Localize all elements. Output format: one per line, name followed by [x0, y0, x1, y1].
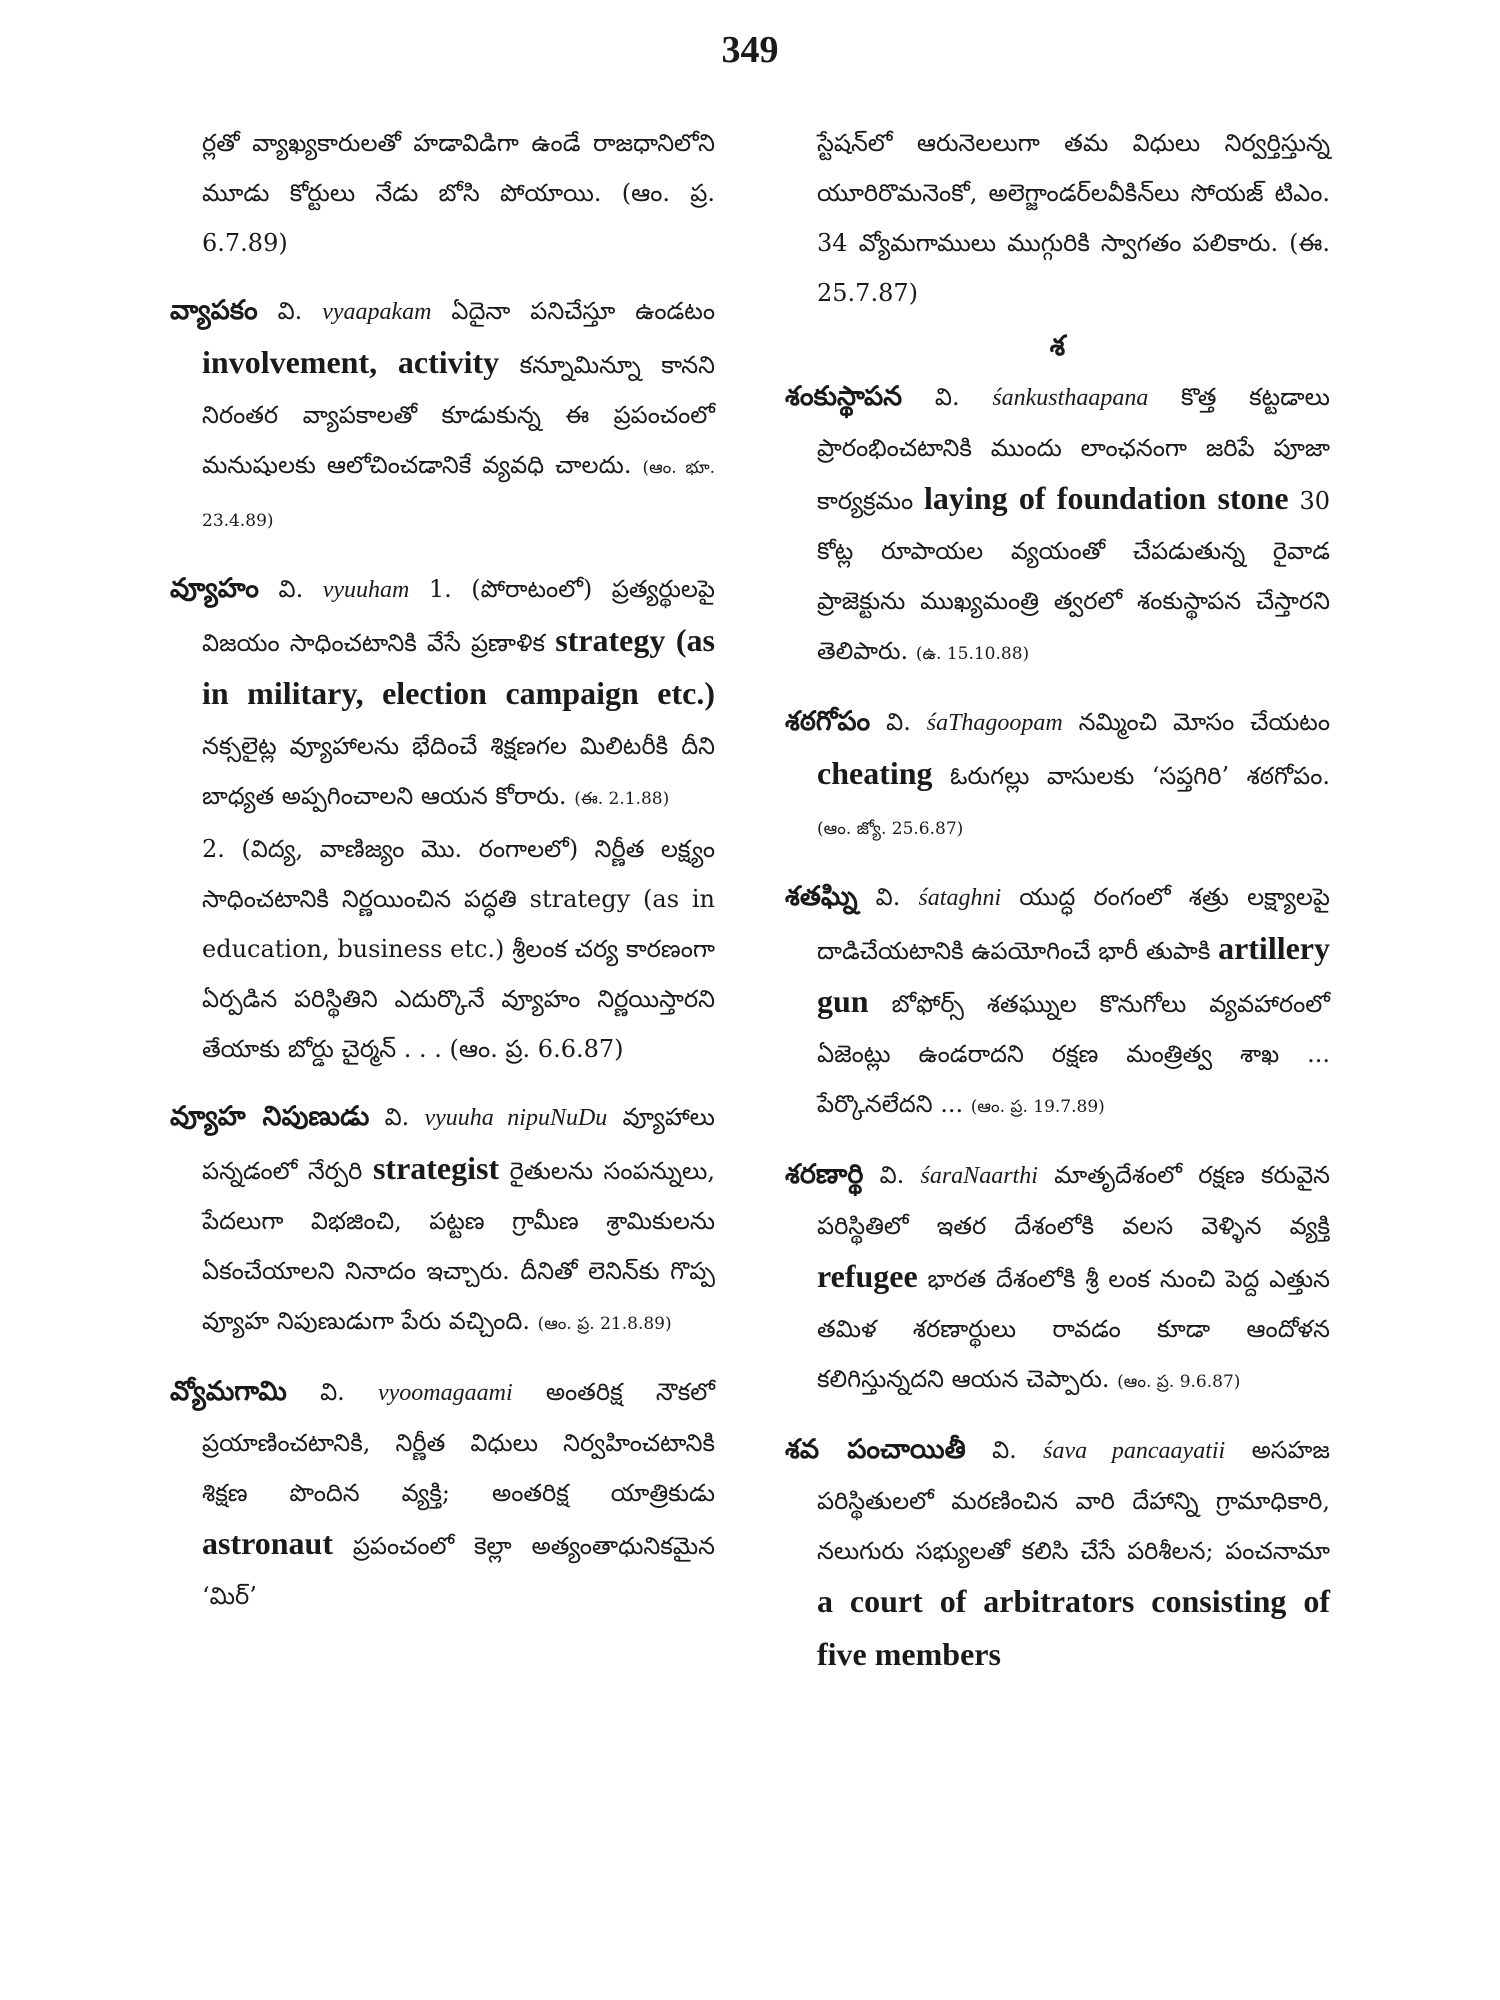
continued-entry [785, 118, 1330, 318]
example: ఓరుగల్లు వాసులకు ‘సప్తగిరి’ శఠగోపం. [950, 762, 1330, 790]
part-of-speech: వి. [384, 1103, 410, 1131]
example: కన్నూమిన్నూ కానని నిరంతర వ్యాపకాలతో కూడుకున్న ఈ ప్రపంచంలో మనుషులకు ఆలోచించడానికే వ్యవధి చాలదు. [202, 351, 715, 479]
headword: శఠగోపం [785, 706, 871, 737]
transliteration: śankusthaapana [992, 385, 1149, 411]
english-gloss: strategist [372, 1150, 500, 1186]
english-gloss: laying of foundation stone [924, 480, 1289, 516]
part-of-speech: వి. [886, 708, 911, 736]
entry-text: ర్లతో వ్యాఖ్యకారులతో హడావిడిగా ఉండే రాజధానిలోని మూడు కోర్టులు నేడు బోసి పోయాయి. [202, 129, 715, 207]
transliteration: śataghni [918, 885, 1002, 911]
right-column [785, 118, 1330, 1700]
entry-vyuuha-nipunudu [170, 1092, 715, 1349]
citation: (ఆం. జ్యో. 25.6.87) [817, 819, 964, 839]
part-of-speech: వి. [879, 1161, 905, 1189]
definition: నమ్మించి మోసం చేయటం [1078, 708, 1331, 736]
english-gloss: astronaut [202, 1525, 333, 1561]
headword: వ్యోమగామి [170, 1376, 287, 1407]
english-gloss: strategy (as in education, business etc.) [202, 885, 715, 963]
definition: ఏదైనా పనిచేస్తూ ఉండటం [451, 297, 715, 325]
english-gloss: a court of arbitrators consisting of five members [817, 1583, 1330, 1672]
example: ప్రపంచంలో కెల్లా అత్యంతాధునికమైన ‘మిర్’ [202, 1532, 715, 1610]
entry-vyuuham [170, 564, 715, 824]
citation: (ఆం. ప్ర. 6.7.89) [202, 179, 715, 257]
entry-sathagoopam [785, 697, 1330, 854]
english-gloss: artillery gun [817, 930, 1330, 1019]
transliteration: vyuuham [322, 577, 410, 603]
part-of-speech: వి. [278, 575, 304, 603]
entry-sava-pancaayatii [785, 1425, 1330, 1682]
part-of-speech: వి. [992, 1436, 1017, 1464]
left-column [170, 118, 715, 1639]
definition: వ్యూహాలు పన్నడంలో నేర్పరి [202, 1103, 715, 1185]
citation: (ఈ. 2.1.88) [574, 789, 670, 809]
definition: కొత్త కట్టడాలు ప్రారంభించటానికి ముందు లాంఛనంగా జరిపే పూజా కార్యక్రమం [817, 383, 1330, 515]
page-number: 349 [721, 29, 779, 71]
headword: శంకుస్థాపన [785, 381, 903, 412]
part-of-speech: వి. [277, 297, 303, 325]
entry-sataghni [785, 872, 1330, 1132]
citation: (ఆం. ప్ర. 6.6.87) [449, 1035, 624, 1063]
entry-saranaarthi [785, 1150, 1330, 1407]
citation: (ఆం. భూ. 23.4.89) [202, 458, 715, 531]
entry-vyoomagaami [170, 1367, 715, 1621]
citation: (ఉ. 15.10.88) [915, 644, 1030, 664]
transliteration: śaraNaarthi [920, 1163, 1038, 1189]
definition: అసహజ పరిస్థితులలో మరణించిన వారి దేహాన్ని గ్రామాధికారి, నలుగురు సభ్యులతో కలిసి చేసే పరిశీలన; పంచనామా [817, 1436, 1330, 1565]
transliteration: vyoomagaami [377, 1380, 513, 1406]
citation: (ఆం. ప్ర. 19.7.89) [970, 1097, 1105, 1117]
entry-sankusthaapana [785, 372, 1330, 679]
headword: శతఘ్ని [785, 881, 858, 912]
example: బోఫోర్స్ శతఘ్నుల కొనుగోలు వ్యవహారంలో ఏజెంట్లు ఉండరాదని రక్షణ మంత్రిత్వ శాఖ ... పేర్కొనలేదని ... [817, 990, 1330, 1118]
part-of-speech: వి. [875, 883, 901, 911]
example: శ్రీలంక చర్య కారణంగా ఏర్పడిన పరిస్థితిని ఎదుర్కొనే వ్యూహం నిర్ణయిస్తారని తేయాకు బోర్డు చైర్మన్ . . . [202, 935, 715, 1063]
entry-vyaapakam [170, 286, 715, 546]
example: రైతులను సంపన్నులు, పేదలుగా విభజించి, పట్టణ గ్రామీణ శ్రామికులను ఏకంచేయాలని నినాదం ఇచ్చారు. దీనితో లెనిన్‌కు గొప్ప వ్యూహ నిపుణుడుగా పేరు వచ్చింది. [202, 1157, 715, 1335]
english-gloss: involvement, activity [202, 344, 500, 380]
transliteration: śava pancaayatii [1043, 1438, 1226, 1464]
headword: వ్యూహ నిపుణుడు [170, 1101, 370, 1132]
entry-vyuuham-sense-2 [170, 824, 715, 1074]
transliteration: vyuuha nipuNuDu [424, 1105, 608, 1131]
entry-text: స్టేషన్‌లో ఆరునెలలుగా తమ విధులు నిర్వర్తిస్తున్న యూరిరొమనెంకో, అలెగ్జాండర్‌లవీకిన్‌లు సోయజ్ టిఎం. 34 వ్యోమగాములు ముగ్గురికి స్వాగతం పలికారు. [817, 129, 1330, 257]
part-of-speech: వి. [934, 383, 960, 411]
example: భారత దేశంలోకి శ్రీ లంక నుంచి పెద్ద ఎత్తున తమిళ శరణార్థులు రావడం కూడా ఆందోళన కలిగిస్తున్నదని ఆయన చెప్పారు. [817, 1265, 1330, 1393]
citation: (ఆం. ప్ర. 21.8.89) [537, 1314, 672, 1334]
transliteration: śaThagoopam [926, 710, 1063, 736]
part-of-speech: వి. [320, 1378, 345, 1406]
english-gloss: refugee [817, 1258, 918, 1294]
definition: ప్రత్యర్థులపై విజయం సాధించటానికి వేసే ప్రణాళిక [202, 575, 715, 657]
continued-entry [170, 118, 715, 268]
headword: శవ పంచాయితీ [785, 1434, 966, 1465]
english-gloss: strategy (as in military, election campaign etc.) [202, 622, 715, 711]
citation: (ఈ. 25.7.87) [817, 229, 1330, 307]
example: 30 కోట్ల రూపాయల వ్యయంతో చేపడుతున్న రైవాడ ప్రాజెక్టును ముఖ్యమంత్రి త్వరలో శంకుస్థాపన చేస్తారని తెలిపారు. [817, 487, 1331, 665]
definition: నిర్ణీత లక్ష్యం సాధించటానికి నిర్ణయించిన పద్ధతి [202, 835, 715, 913]
english-gloss: cheating [817, 755, 933, 791]
section-letter: శ [1049, 329, 1066, 362]
sense-number: 1. (పోరాటంలో) [428, 575, 593, 603]
transliteration: vyaapakam [322, 299, 432, 325]
definition: యుద్ధ రంగంలో శత్రు లక్ష్యాలపై దాడిచేయటానికి ఉపయోగించే భారీ తుపాకి [817, 883, 1330, 965]
sense-number: 2. (విద్య, వాణిజ్యం మొ. రంగాలలో) [202, 835, 579, 863]
headword: వ్యాపకం [170, 295, 258, 326]
headword: శరణార్థి [785, 1159, 864, 1190]
definition: అంతరిక్ష నౌకలో ప్రయాణించటానికి, నిర్ణీత విధులు నిర్వహించటానికి శిక్షణ పొందిన వ్యక్తి; అంతరిక్ష యాత్రికుడు [202, 1378, 715, 1507]
definition: మాతృదేశంలో రక్షణ కరువైన పరిస్థితిలో ఇతర దేశంలోకి వలస వెళ్ళిన వ్యక్తి [817, 1161, 1330, 1240]
example: నక్సలైట్ల వ్యూహాలను భేదించే శిక్షణగల మిలిటరీకి దీని బాధ్యత అప్పగించాలని ఆయన కోరారు. [202, 732, 715, 810]
citation: (ఆం. ప్ర. 9.6.87) [1117, 1372, 1241, 1392]
headword: వ్యూహం [170, 573, 259, 604]
